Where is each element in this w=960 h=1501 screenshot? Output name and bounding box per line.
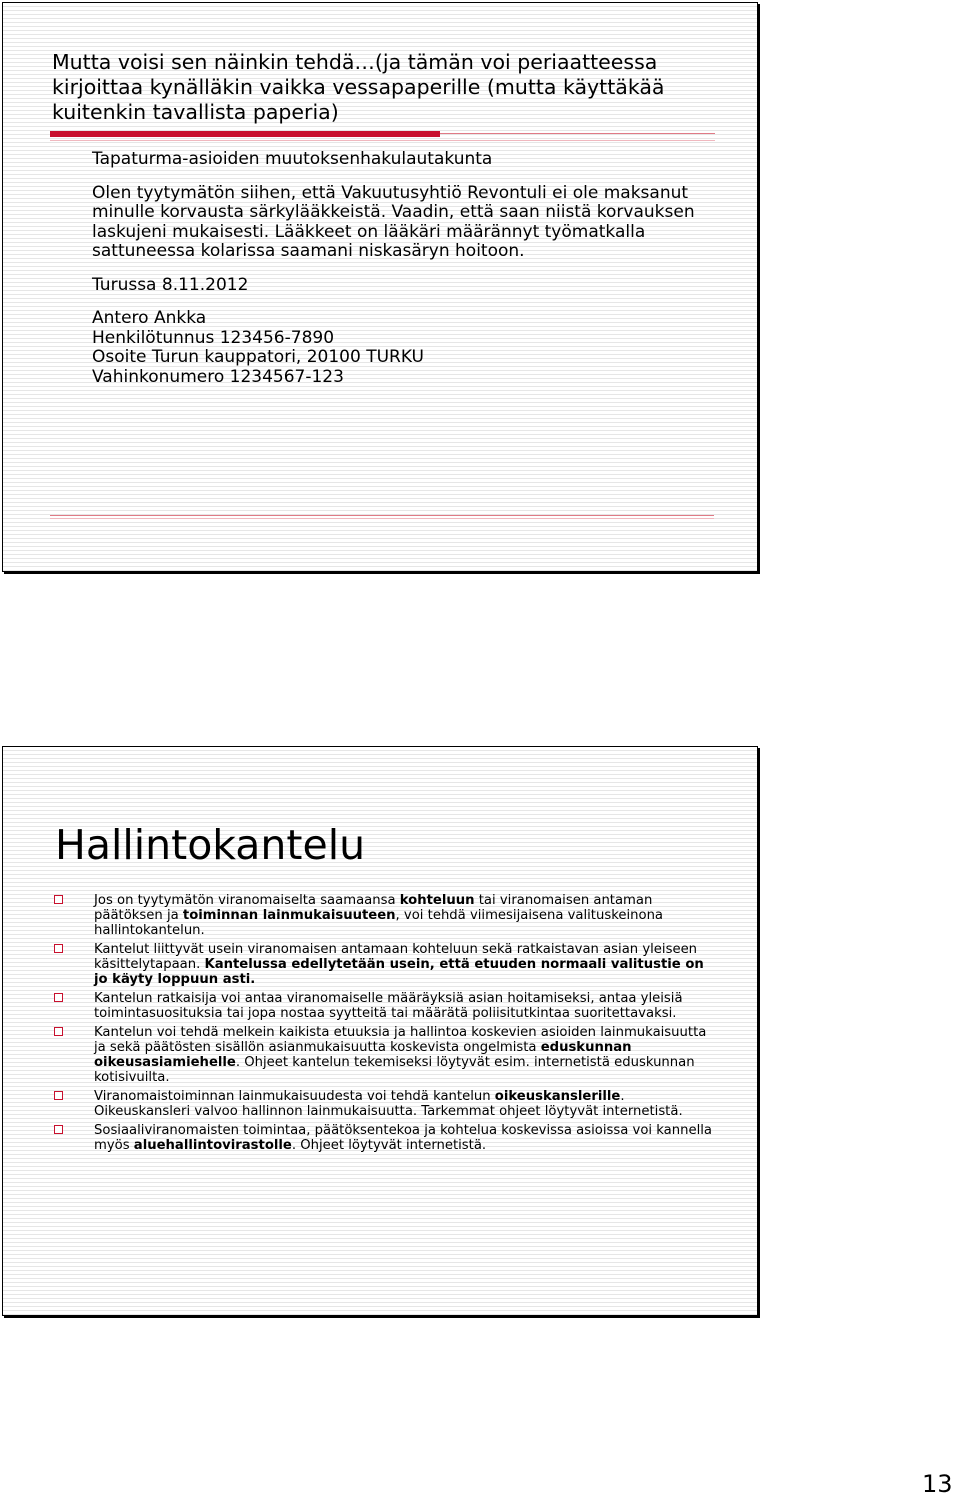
title-underline-faint	[50, 140, 715, 141]
address-line: Osoite Turun kauppatori, 20100 TURKU	[92, 347, 424, 367]
title-underline-thick	[50, 131, 440, 137]
hollow-square-bullet-icon	[54, 1091, 63, 1100]
bullet-emphasis: toiminnan lainmukaisuuteen	[182, 908, 396, 923]
list-item	[52, 1089, 717, 1119]
place-date-line: Turussa 8.11.2012	[92, 274, 249, 295]
complaint-letter	[92, 150, 722, 387]
hollow-square-bullet-icon	[54, 895, 63, 904]
bullet-text: Jos on tyytymätön viranomaiselta saamaansa	[94, 893, 400, 908]
personal-id-line: Henkilötunnus 123456-7890	[92, 327, 335, 348]
hollow-square-bullet-icon	[54, 944, 63, 953]
list-item	[52, 893, 717, 938]
bullet-text: Kantelun voi tehdä melkein kaikista etuuksia ja hallintoa koskevien asioiden lainmukaisuutta ja sekä päätösten sisällön asianmukaisuutta koskevista ongelmista	[94, 1025, 707, 1055]
bullet-text: Kantelut liittyvät usein viranomaisen antamaan kohteluun sekä ratkaistavan asian yleiseen käsittelytapaan.	[94, 942, 698, 972]
list-item	[52, 991, 717, 1021]
title-underline-thin	[440, 133, 715, 134]
bullet-text: . Ohjeet löytyvät internetistä.	[291, 1138, 487, 1153]
hollow-square-bullet-icon	[54, 1125, 63, 1134]
bullet-text: Kantelun ratkaisija voi antaa viranomaiselle määräyksiä asian hoitamiseksi, antaa yleisiä toimintasuosituksia tai jopa nostaa syytteitä tai määrätä poliisitutkintaa suoritettavaksi.	[94, 991, 683, 1021]
page-number: 13	[922, 1470, 953, 1498]
bullet-emphasis: oikeuskanslerille	[494, 1089, 621, 1104]
bullet-emphasis: aluehallintovirastolle	[133, 1138, 292, 1153]
bullet-emphasis: eduskunnan oikeusasiamiehelle	[94, 1040, 632, 1070]
complaint-paragraph: Olen tyytymätön siihen, että Vakuutusyhtiö Revontuli ei ole maksanut minulle korvausta särkylääkkeistä. Vaadin, että saan niistä korvauksen laskujeni mukaisesti. Lääkkeet on lääkäri määrännyt työmatkalla sattuneessa kolarissa saamani niskasäryn hoitoon.	[92, 182, 695, 261]
bullet-list	[52, 893, 717, 1157]
list-item	[52, 1123, 717, 1153]
claim-number-line: Vahinkonumero 1234567-123	[92, 366, 344, 387]
footer-rule	[50, 515, 714, 516]
bullet-text: tai viranomaisen antaman päätöksen ja	[94, 893, 653, 923]
bullet-text: Viranomaistoiminnan lainmukaisuudesta voi tehdä kantelun	[94, 1089, 495, 1104]
hollow-square-bullet-icon	[54, 993, 63, 1002]
bullet-text: Sosiaaliviranomaisten toimintaa, päätöksentekoa ja kohtelua koskevissa asioissa voi kannella myös	[94, 1123, 712, 1153]
recipient-line: Tapaturma-asioiden muutoksenhakulautakunta	[92, 149, 493, 169]
bullet-text: , voi tehdä viimesijaisena valituskeinona hallintokantelun.	[94, 908, 664, 938]
signer-name: Antero Ankka	[92, 308, 207, 328]
bullet-emphasis: kohteluun	[399, 893, 475, 908]
bullet-text: . Ohjeet kantelun tekemiseksi löytyvät esim. internetistä eduskunnan kotisivuilta.	[94, 1055, 695, 1085]
bullet-text: . Oikeuskansleri valvoo hallinnon lainmukaisuutta. Tarkemmat ohjeet löytyvät internetistä.	[94, 1089, 683, 1119]
bullet-emphasis: Kantelussa edellytetään usein, että etuuden normaali valitustie on jo käyty loppuun asti.	[94, 957, 704, 987]
footer-rule-faint	[50, 518, 714, 519]
slide2-title: Hallintokantelu	[55, 821, 366, 869]
list-item	[52, 1025, 717, 1085]
hollow-square-bullet-icon	[54, 1027, 63, 1036]
slide1-title: Mutta voisi sen näinkin tehdä…(ja tämän voi periaatteessa kirjoittaa kynälläkin vaikka vessapaperille (mutta käyttäkää kuitenkin tavallista paperia)	[52, 50, 665, 124]
list-item	[52, 942, 717, 987]
